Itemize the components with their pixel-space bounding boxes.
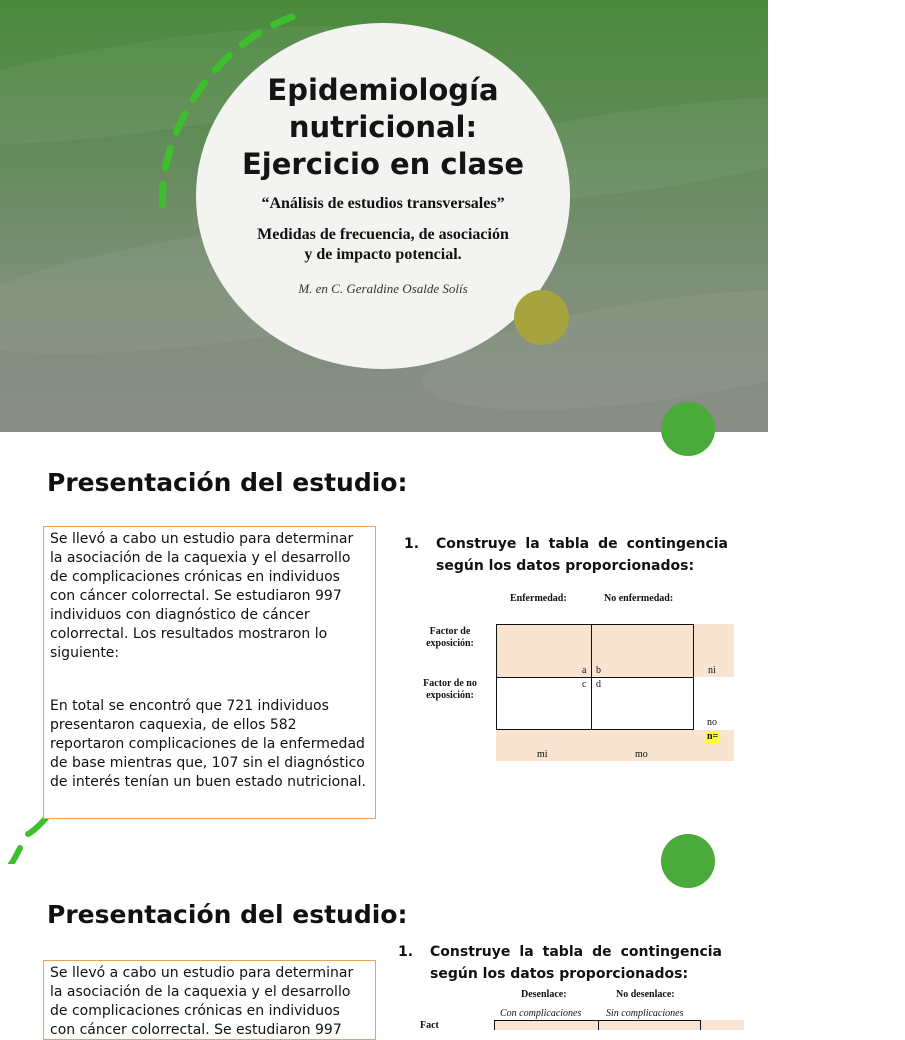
column-header-disease: Enfermedad: xyxy=(510,593,567,604)
text-line: Se llevó a cabo un estudio para determinar xyxy=(50,965,354,981)
table-border xyxy=(591,624,592,730)
row2-total: no xyxy=(707,717,717,728)
column-header-outcome: Desenlace: xyxy=(521,989,567,1000)
row-header-no-exposure xyxy=(412,678,488,702)
text-line: de complicaciones crónicas en individuos xyxy=(50,1003,340,1019)
column-subheader-no-complications: Sin complicaciones xyxy=(606,1008,684,1019)
row1-shading xyxy=(496,624,734,677)
row-header-exposure xyxy=(412,626,488,650)
text-line: presentaron caquexia, de ellos 582 xyxy=(50,717,297,733)
table-border xyxy=(496,624,694,625)
text-line: de interés tenían un buen estado nutricional. xyxy=(50,774,366,790)
text-line: la asociación de la caquexia y el desarrollo xyxy=(50,984,351,1000)
study-description-box xyxy=(43,960,376,1040)
row-header-line: Factor de xyxy=(429,626,471,637)
subtitle: “Análisis de estudios transversales” xyxy=(261,195,505,212)
table-border xyxy=(494,1020,495,1030)
title-line: Epidemiología xyxy=(267,73,499,107)
text-line: individuos con diagnóstico de cáncer xyxy=(50,607,310,623)
presentation-title xyxy=(196,72,570,183)
title-line: Ejercicio en clase xyxy=(241,147,525,181)
cell-c: c xyxy=(582,679,587,690)
table-border xyxy=(496,729,694,730)
subtitle-line: y de impacto potencial. xyxy=(304,246,462,263)
question-1 xyxy=(398,941,722,987)
row1-shading xyxy=(494,1020,744,1030)
question-text: Construye la tabla de contingencia según los datos proporcionados: xyxy=(430,944,722,982)
col1-total: mi xyxy=(537,749,548,760)
row2-cells xyxy=(496,677,694,730)
question-number: 1. xyxy=(398,944,414,960)
table-border xyxy=(496,624,497,730)
cell-d: d xyxy=(596,679,601,690)
text-line: reportaron complicaciones de la enfermedad xyxy=(50,736,365,752)
row-header-line: exposición: xyxy=(426,638,474,649)
totals-shading xyxy=(496,730,734,761)
row-header-line: Factor de no xyxy=(423,678,477,689)
cell-b: b xyxy=(596,665,601,676)
text-line: siguiente: xyxy=(50,645,120,661)
text-line: En total se encontró que 721 individuos xyxy=(50,698,329,714)
title-slide xyxy=(0,0,768,432)
table-border xyxy=(598,1020,599,1030)
text-line: con cáncer colorrectal. Se estudiaron 997 xyxy=(50,1022,342,1038)
subtitle-line: Medidas de frecuencia, de asociación xyxy=(257,226,509,243)
green-dot-decoration xyxy=(661,402,715,456)
olive-dot-decoration xyxy=(514,290,569,345)
table-border xyxy=(700,1020,701,1030)
study-slide-repeat xyxy=(0,864,768,1038)
row-header-line: exposición: xyxy=(426,690,474,701)
spacer xyxy=(50,663,370,697)
table-border xyxy=(494,1020,700,1021)
question-text: Construye la tabla de contingencia según los datos proporcionados: xyxy=(436,536,728,574)
table-border xyxy=(693,624,694,730)
row1-total: ni xyxy=(708,665,716,676)
column-header-no-disease: No enfermedad: xyxy=(604,593,674,604)
title-line: nutricional: xyxy=(288,110,478,144)
text-line: con cáncer colorrectal. Se estudiaron 997 xyxy=(50,588,342,604)
study-description-box xyxy=(43,526,376,819)
text-line: de complicaciones crónicas en individuos xyxy=(50,569,340,585)
grand-total: n= xyxy=(707,731,719,742)
text-line: la asociación de la caquexia y el desarrollo xyxy=(50,550,351,566)
subtitle-measures xyxy=(196,225,570,265)
text-line: Se llevó a cabo un estudio para determinar xyxy=(50,531,354,547)
table-border xyxy=(496,677,694,678)
row-header-cut: Fact xyxy=(420,1020,439,1031)
column-header-no-outcome: No desenlace: xyxy=(616,989,675,1000)
slide-title: Presentación del estudio: xyxy=(47,900,408,929)
text-line: colorrectal. Los resultados mostraron lo xyxy=(50,626,328,642)
question-1 xyxy=(404,533,728,579)
study-slide xyxy=(0,432,768,864)
question-number: 1. xyxy=(404,536,420,552)
slide-title: Presentación del estudio: xyxy=(47,468,408,497)
author: M. en C. Geraldine Osalde Solís xyxy=(298,281,468,296)
cell-a: a xyxy=(582,665,587,676)
column-subheader-complications: Con complicaciones xyxy=(500,1008,582,1019)
text-line: de base mientras que, 107 sin el diagnóstico xyxy=(50,755,365,771)
col2-total: mo xyxy=(635,749,648,760)
green-dot-decoration xyxy=(661,834,715,888)
